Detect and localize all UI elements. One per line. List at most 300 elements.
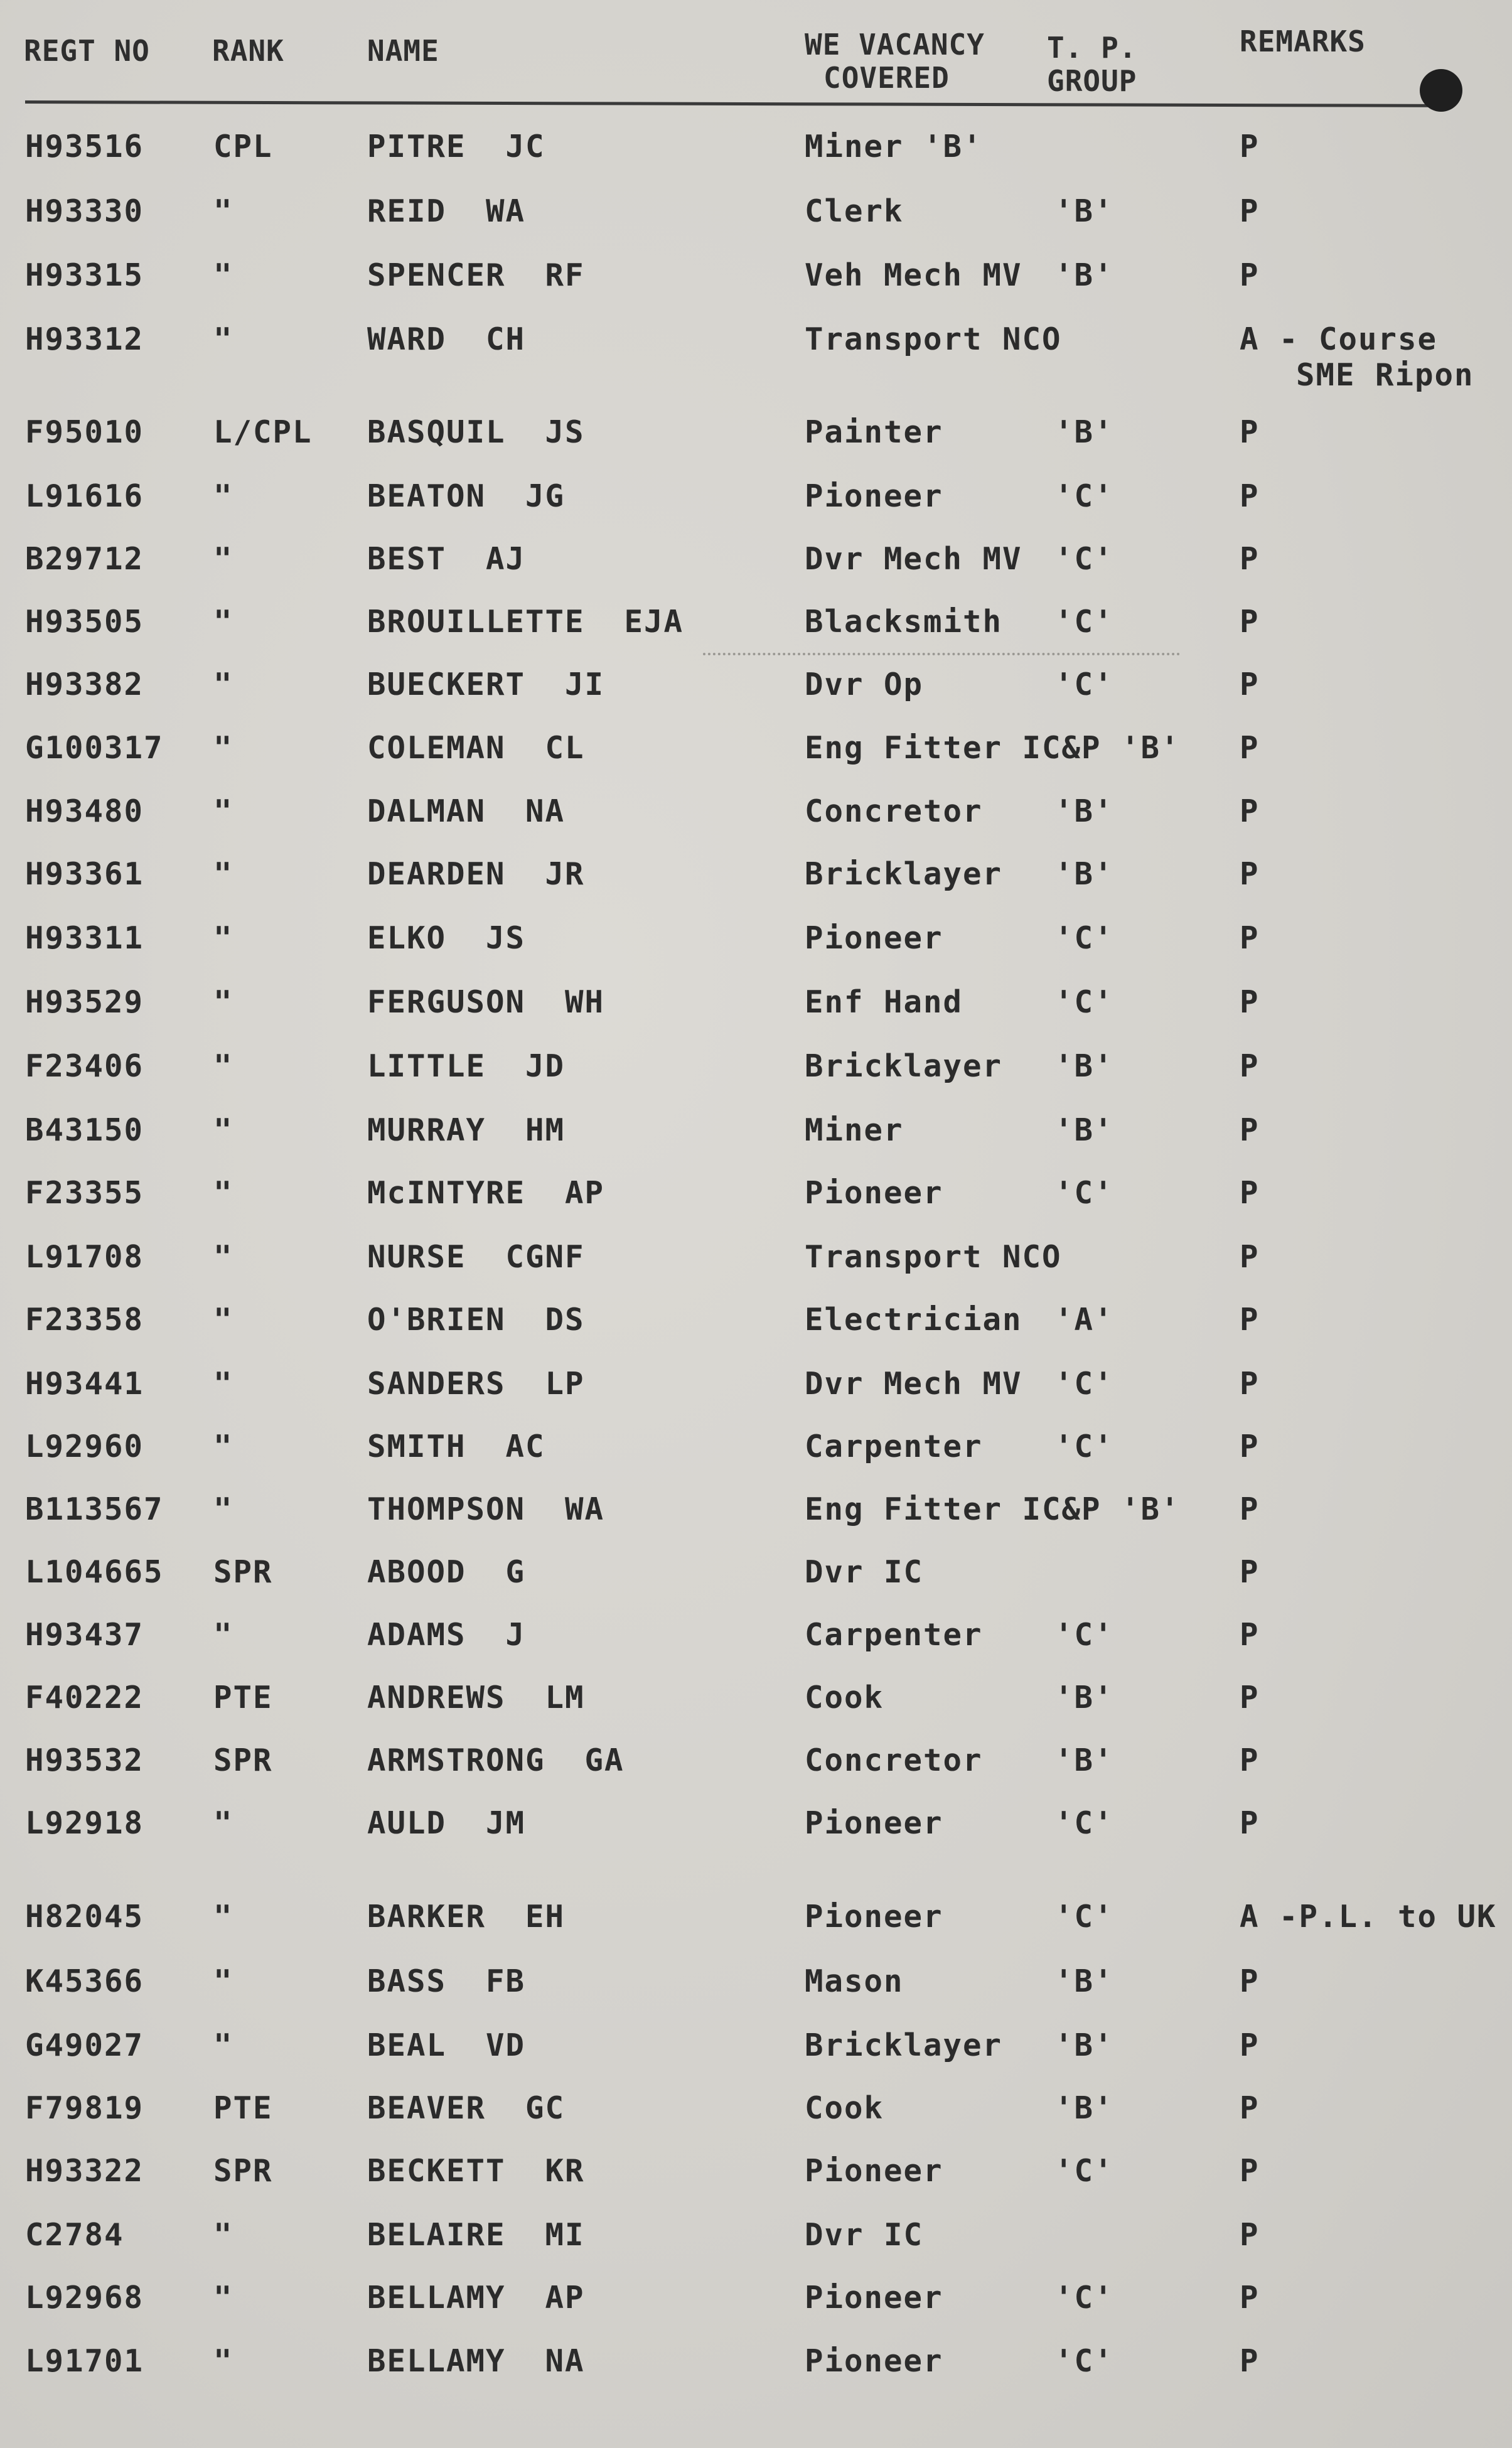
table-row <box>0 604 1512 654</box>
regt-no-cell: B113567 <box>25 1491 164 1527</box>
remarks-text: P <box>1240 1554 1260 1590</box>
initials: AP <box>565 1175 605 1211</box>
remarks-text: P <box>1240 984 1260 1020</box>
remarks-cell <box>1240 920 1260 956</box>
remarks-cell <box>1240 2280 1260 2316</box>
regt-no-cell: H93505 <box>25 604 144 640</box>
remarks-cell <box>1240 1963 1260 1999</box>
rank-cell: SPR <box>213 1554 273 1590</box>
name-cell <box>367 478 565 514</box>
surname: BEAVER <box>367 2090 486 2126</box>
table-row <box>0 793 1512 844</box>
remarks-cell <box>1240 1899 1497 1935</box>
table-row <box>0 1617 1512 1667</box>
vacancy-cell: Transport NCO <box>805 321 1062 357</box>
surname: BARKER <box>367 1899 486 1935</box>
name-cell <box>367 1742 625 1778</box>
surname: MURRAY <box>367 1112 486 1148</box>
surname: NURSE <box>367 1239 466 1275</box>
header-rank: RANK <box>212 34 284 68</box>
remarks-cell <box>1240 1366 1260 1402</box>
table-row <box>0 193 1512 244</box>
name-cell <box>367 321 525 357</box>
name-cell <box>367 2027 525 2063</box>
name-cell <box>367 1491 604 1527</box>
group-cell: 'C' <box>1054 1899 1114 1935</box>
surname: O'BRIEN <box>367 1302 506 1338</box>
initials: AP <box>545 2280 585 2316</box>
rank-cell: " <box>213 1429 233 1464</box>
name-cell <box>367 1048 565 1084</box>
rank-cell: SPR <box>213 2153 273 2189</box>
vacancy-cell: Dvr Op <box>805 667 924 702</box>
remarks-cell <box>1240 2343 1260 2379</box>
remarks-cell <box>1240 2217 1260 2253</box>
table-row <box>0 478 1512 529</box>
rank-cell: " <box>213 2027 233 2063</box>
remarks-cell <box>1240 478 1260 514</box>
surname: BASS <box>367 1963 447 1999</box>
surname: BELLAMY <box>367 2343 506 2379</box>
surname: ARMSTRONG <box>367 1742 545 1778</box>
initials: GC <box>525 2090 566 2126</box>
table-row <box>0 321 1512 393</box>
table-row <box>0 1963 1512 2014</box>
remarks-cell <box>1240 193 1260 229</box>
name-cell <box>367 129 545 164</box>
table-row <box>0 1680 1512 1730</box>
remarks-text: A -P.L. to UK <box>1240 1899 1497 1935</box>
vacancy-cell: Pioneer <box>805 2343 943 2379</box>
vacancy-cell: Miner <box>805 1112 904 1148</box>
regt-no-cell: B29712 <box>25 541 144 577</box>
name-cell <box>367 1302 585 1338</box>
regt-no-cell: H93529 <box>25 984 144 1020</box>
name-cell <box>367 604 684 640</box>
table-row <box>0 1112 1512 1162</box>
vacancy-cell: Cook <box>805 2090 884 2126</box>
table-row <box>0 2280 1512 2330</box>
table-row <box>0 1805 1512 1855</box>
remarks-text: P <box>1240 193 1260 229</box>
rank-cell: " <box>213 984 233 1020</box>
table-row <box>0 2343 1512 2393</box>
vacancy-cell: Eng Fitter IC&P 'B' <box>805 1491 1181 1527</box>
table-row <box>0 920 1512 970</box>
surname: AULD <box>367 1805 447 1841</box>
vacancy-cell: Pioneer <box>805 2280 943 2316</box>
table-row <box>0 730 1512 780</box>
regt-no-cell: H93361 <box>25 856 144 892</box>
remarks-cell <box>1240 1302 1260 1338</box>
initials: JI <box>565 667 605 702</box>
surname: ABOOD <box>367 1554 466 1590</box>
rank-cell: " <box>213 1302 233 1338</box>
remarks-cell <box>1240 604 1260 640</box>
vacancy-cell: Transport NCO <box>805 1239 1062 1275</box>
rank-cell: " <box>213 257 233 293</box>
remarks-text: P <box>1240 414 1260 450</box>
surname: ADAMS <box>367 1617 466 1653</box>
vacancy-cell: Dvr Mech MV <box>805 541 1022 577</box>
vacancy-cell: Clerk <box>805 193 904 229</box>
remarks-text: P <box>1240 1742 1260 1778</box>
vacancy-cell: Dvr IC <box>805 2217 924 2253</box>
name-cell <box>367 414 585 450</box>
remarks-text: P <box>1240 2153 1260 2189</box>
initials: WH <box>565 984 605 1020</box>
initials: LP <box>545 1366 585 1402</box>
surname: SANDERS <box>367 1366 506 1402</box>
group-cell: 'A' <box>1054 1302 1114 1338</box>
vacancy-cell: Eng Fitter IC&P 'B' <box>805 730 1181 766</box>
surname: ANDREWS <box>367 1680 506 1715</box>
name-cell <box>367 1617 525 1653</box>
group-cell: 'C' <box>1054 1429 1114 1464</box>
regt-no-cell: H93441 <box>25 1366 144 1402</box>
regt-no-cell: H93532 <box>25 1742 144 1778</box>
name-cell <box>367 1175 604 1211</box>
vacancy-cell: Miner 'B' <box>805 129 983 164</box>
vacancy-cell: Bricklayer <box>805 2027 1003 2063</box>
vacancy-cell: Pioneer <box>805 920 943 956</box>
regt-no-cell: F40222 <box>25 1680 144 1715</box>
remarks-text: P <box>1240 730 1260 766</box>
remarks-cell <box>1240 1112 1260 1148</box>
surname: WARD <box>367 321 447 357</box>
remarks-cell <box>1240 984 1260 1020</box>
rank-cell: " <box>213 193 233 229</box>
regt-no-cell: F79819 <box>25 2090 144 2126</box>
remarks-text: P <box>1240 920 1260 956</box>
regt-no-cell: L91708 <box>25 1239 144 1275</box>
initials: RF <box>545 257 585 293</box>
rank-cell: " <box>213 1048 233 1084</box>
group-cell: 'B' <box>1054 1680 1114 1715</box>
vacancy-cell: Bricklayer <box>805 856 1003 892</box>
header-group <box>1047 31 1137 98</box>
group-cell: 'C' <box>1054 2280 1114 2316</box>
regt-no-cell: F23355 <box>25 1175 144 1211</box>
remarks-cell <box>1240 730 1260 766</box>
regt-no-cell: C2784 <box>25 2217 124 2253</box>
remarks-text: P <box>1240 793 1260 829</box>
remarks-cell <box>1240 856 1260 892</box>
regt-no-cell: H93315 <box>25 257 144 293</box>
remarks-cell <box>1240 1742 1260 1778</box>
remarks-cell <box>1240 2027 1260 2063</box>
name-cell <box>367 257 585 293</box>
name-cell <box>367 2343 585 2379</box>
group-cell: 'C' <box>1054 920 1114 956</box>
remarks-cell <box>1240 541 1260 577</box>
name-cell <box>367 730 585 766</box>
table-row <box>0 257 1512 308</box>
rank-cell: " <box>213 2343 233 2379</box>
rank-cell: " <box>213 1491 233 1527</box>
vacancy-cell: Dvr IC <box>805 1554 924 1590</box>
initials: JM <box>486 1805 526 1841</box>
group-cell: 'B' <box>1054 257 1114 293</box>
vacancy-cell: Pioneer <box>805 2153 943 2189</box>
initials: G <box>505 1554 526 1590</box>
regt-no-cell: H82045 <box>25 1899 144 1935</box>
initials: AJ <box>486 541 526 577</box>
header-group-line2: GROUP <box>1047 63 1137 98</box>
group-cell: 'B' <box>1054 1048 1114 1084</box>
vacancy-cell: Painter <box>805 414 943 450</box>
remarks-text: P <box>1240 1048 1260 1084</box>
remarks-cell <box>1240 1429 1260 1464</box>
group-cell: 'C' <box>1054 604 1114 640</box>
remarks-cell <box>1240 2090 1260 2126</box>
rank-cell: " <box>213 321 233 357</box>
vacancy-cell: Electrician <box>805 1302 1022 1338</box>
remarks-text-line2: SME Ripon <box>1296 357 1474 393</box>
group-cell: 'B' <box>1054 414 1114 450</box>
regt-no-cell: G49027 <box>25 2027 144 2063</box>
remarks-text: P <box>1240 1491 1260 1527</box>
vacancy-cell: Pioneer <box>805 1805 943 1841</box>
remarks-cell <box>1240 793 1260 829</box>
vacancy-cell: Bricklayer <box>805 1048 1003 1084</box>
surname: REID <box>367 193 447 229</box>
initials: JG <box>525 478 566 514</box>
surname: BEAL <box>367 2027 447 2063</box>
rank-cell: " <box>213 478 233 514</box>
vacancy-cell: Concretor <box>805 1742 983 1778</box>
remarks-cell <box>1240 129 1260 164</box>
table-row <box>0 129 1512 179</box>
remarks-cell <box>1240 321 1474 393</box>
surname: DEARDEN <box>367 856 506 892</box>
regt-no-cell: H93437 <box>25 1617 144 1653</box>
vacancy-cell: Pioneer <box>805 1899 943 1935</box>
remarks-cell <box>1240 667 1260 702</box>
header-regt-no: REGT NO <box>24 34 150 68</box>
initials: NA <box>525 793 566 829</box>
surname: COLEMAN <box>367 730 506 766</box>
regt-no-cell: L104665 <box>25 1554 164 1590</box>
regt-no-cell: L92968 <box>25 2280 144 2316</box>
name-cell <box>367 1963 525 1999</box>
vacancy-cell: Cook <box>805 1680 884 1715</box>
group-cell: 'B' <box>1054 856 1114 892</box>
remarks-cell <box>1240 1805 1260 1841</box>
rank-cell: " <box>213 1239 233 1275</box>
vacancy-cell: Enf Hand <box>805 984 963 1020</box>
initials: MI <box>545 2217 585 2253</box>
group-cell: 'B' <box>1054 1963 1114 1999</box>
initials: GA <box>584 1742 625 1778</box>
name-cell <box>367 1554 525 1590</box>
regt-no-cell: L92960 <box>25 1429 144 1464</box>
remarks-cell <box>1240 1175 1260 1211</box>
remarks-cell <box>1240 1048 1260 1084</box>
remarks-text: P <box>1240 2027 1260 2063</box>
remarks-cell <box>1240 1491 1260 1527</box>
initials: JR <box>545 856 585 892</box>
vacancy-cell: Carpenter <box>805 1617 983 1653</box>
remarks-text: P <box>1240 1429 1260 1464</box>
initials: J <box>505 1617 526 1653</box>
rank-cell: " <box>213 1963 233 1999</box>
remarks-text: P <box>1240 257 1260 293</box>
remarks-text: P <box>1240 604 1260 640</box>
rank-cell: " <box>213 920 233 956</box>
rank-cell: " <box>213 793 233 829</box>
group-cell: 'C' <box>1054 667 1114 702</box>
table-row <box>0 414 1512 464</box>
group-cell: 'C' <box>1054 984 1114 1020</box>
group-cell: 'B' <box>1054 1112 1114 1148</box>
rank-cell: CPL <box>213 129 273 164</box>
name-cell <box>367 667 604 702</box>
regt-no-cell: H93312 <box>25 321 144 357</box>
remarks-text: P <box>1240 667 1260 702</box>
rank-cell: PTE <box>213 1680 273 1715</box>
remarks-text: P <box>1240 541 1260 577</box>
name-cell <box>367 1429 545 1464</box>
rank-cell: " <box>213 730 233 766</box>
group-cell: 'C' <box>1054 541 1114 577</box>
remarks-text: P <box>1240 1805 1260 1841</box>
rank-cell: " <box>213 1112 233 1148</box>
name-cell <box>367 1112 565 1148</box>
initials: CL <box>545 730 585 766</box>
rank-cell: SPR <box>213 1742 273 1778</box>
regt-no-cell: F23358 <box>25 1302 144 1338</box>
remarks-text: A - Course <box>1240 321 1438 357</box>
regt-no-cell: L91616 <box>25 478 144 514</box>
table-row <box>0 1048 1512 1098</box>
group-cell: 'C' <box>1054 1617 1114 1653</box>
remarks-cell <box>1240 414 1260 450</box>
header-name: NAME <box>367 34 439 68</box>
table-row <box>0 1554 1512 1604</box>
rank-cell: " <box>213 604 233 640</box>
header-rule <box>25 100 1437 107</box>
name-cell <box>367 2090 565 2126</box>
initials: JS <box>545 414 585 450</box>
header-vacancy-line2: COVERED <box>823 60 950 95</box>
surname: DALMAN <box>367 793 486 829</box>
table-row <box>0 984 1512 1034</box>
rank-cell: " <box>213 1366 233 1402</box>
ink-blot <box>1420 69 1462 112</box>
rank-cell: " <box>213 667 233 702</box>
rank-cell: " <box>213 856 233 892</box>
remarks-text: P <box>1240 1366 1260 1402</box>
surname: BELLAMY <box>367 2280 506 2316</box>
table-row <box>0 541 1512 591</box>
group-cell: 'C' <box>1054 1805 1114 1841</box>
initials: DS <box>545 1302 585 1338</box>
group-cell: 'B' <box>1054 1742 1114 1778</box>
remarks-text: P <box>1240 478 1260 514</box>
initials: CH <box>486 321 526 357</box>
surname: BEST <box>367 541 447 577</box>
regt-no-cell: H93330 <box>25 193 144 229</box>
table-row <box>0 1175 1512 1225</box>
vacancy-cell: Concretor <box>805 793 983 829</box>
group-cell: 'C' <box>1054 2153 1114 2189</box>
group-cell: 'B' <box>1054 793 1114 829</box>
table-row <box>0 1899 1512 1949</box>
table-row <box>0 1302 1512 1352</box>
initials: WA <box>486 193 526 229</box>
vacancy-cell: Carpenter <box>805 1429 983 1464</box>
initials: JS <box>486 920 526 956</box>
vacancy-cell: Pioneer <box>805 478 943 514</box>
regt-no-cell: H93311 <box>25 920 144 956</box>
name-cell <box>367 1680 585 1715</box>
table-row <box>0 1366 1512 1416</box>
table-row <box>0 2027 1512 2078</box>
remarks-text: P <box>1240 1112 1260 1148</box>
remarks-text: P <box>1240 2280 1260 2316</box>
table-row <box>0 2217 1512 2267</box>
regt-no-cell: H93382 <box>25 667 144 702</box>
remarks-text: P <box>1240 2343 1260 2379</box>
remarks-text: P <box>1240 1963 1260 1999</box>
remarks-cell <box>1240 1239 1260 1275</box>
group-cell: 'C' <box>1054 1175 1114 1211</box>
surname: BEATON <box>367 478 486 514</box>
name-cell <box>367 1899 565 1935</box>
name-cell <box>367 1366 585 1402</box>
surname: McINTYRE <box>367 1175 526 1211</box>
vacancy-cell: Blacksmith <box>805 604 1003 640</box>
regt-no-cell: H93480 <box>25 793 144 829</box>
group-cell: 'B' <box>1054 193 1114 229</box>
surname: BELAIRE <box>367 2217 506 2253</box>
surname: BASQUIL <box>367 414 506 450</box>
vacancy-cell: Mason <box>805 1963 904 1999</box>
regt-no-cell: B43150 <box>25 1112 144 1148</box>
initials: EJA <box>624 604 684 640</box>
remarks-cell <box>1240 257 1260 293</box>
remarks-text: P <box>1240 1302 1260 1338</box>
remarks-cell <box>1240 2153 1260 2189</box>
rank-cell: " <box>213 1899 233 1935</box>
header-vacancy-line1: WE VACANCY <box>805 28 985 62</box>
rank-cell: " <box>213 2217 233 2253</box>
regt-no-cell: G100317 <box>25 730 164 766</box>
initials: AC <box>505 1429 545 1464</box>
regt-no-cell: K45366 <box>25 1963 144 1999</box>
surname: SPENCER <box>367 257 506 293</box>
group-cell: 'B' <box>1054 2027 1114 2063</box>
name-cell <box>367 920 525 956</box>
table-row <box>0 1491 1512 1542</box>
vacancy-cell: Pioneer <box>805 1175 943 1211</box>
table-row <box>0 1742 1512 1793</box>
table-row <box>0 2153 1512 2203</box>
group-cell: 'C' <box>1054 1366 1114 1402</box>
initials: EH <box>525 1899 566 1935</box>
name-cell <box>367 1805 525 1841</box>
header-remarks: REMARKS <box>1240 24 1366 58</box>
rank-cell: " <box>213 1805 233 1841</box>
rank-cell: " <box>213 1617 233 1653</box>
group-cell: 'C' <box>1054 2343 1114 2379</box>
table-row <box>0 2090 1512 2140</box>
initials: KR <box>545 2153 585 2189</box>
initials: LM <box>545 1680 585 1715</box>
remarks-text: P <box>1240 856 1260 892</box>
surname: BECKETT <box>367 2153 506 2189</box>
